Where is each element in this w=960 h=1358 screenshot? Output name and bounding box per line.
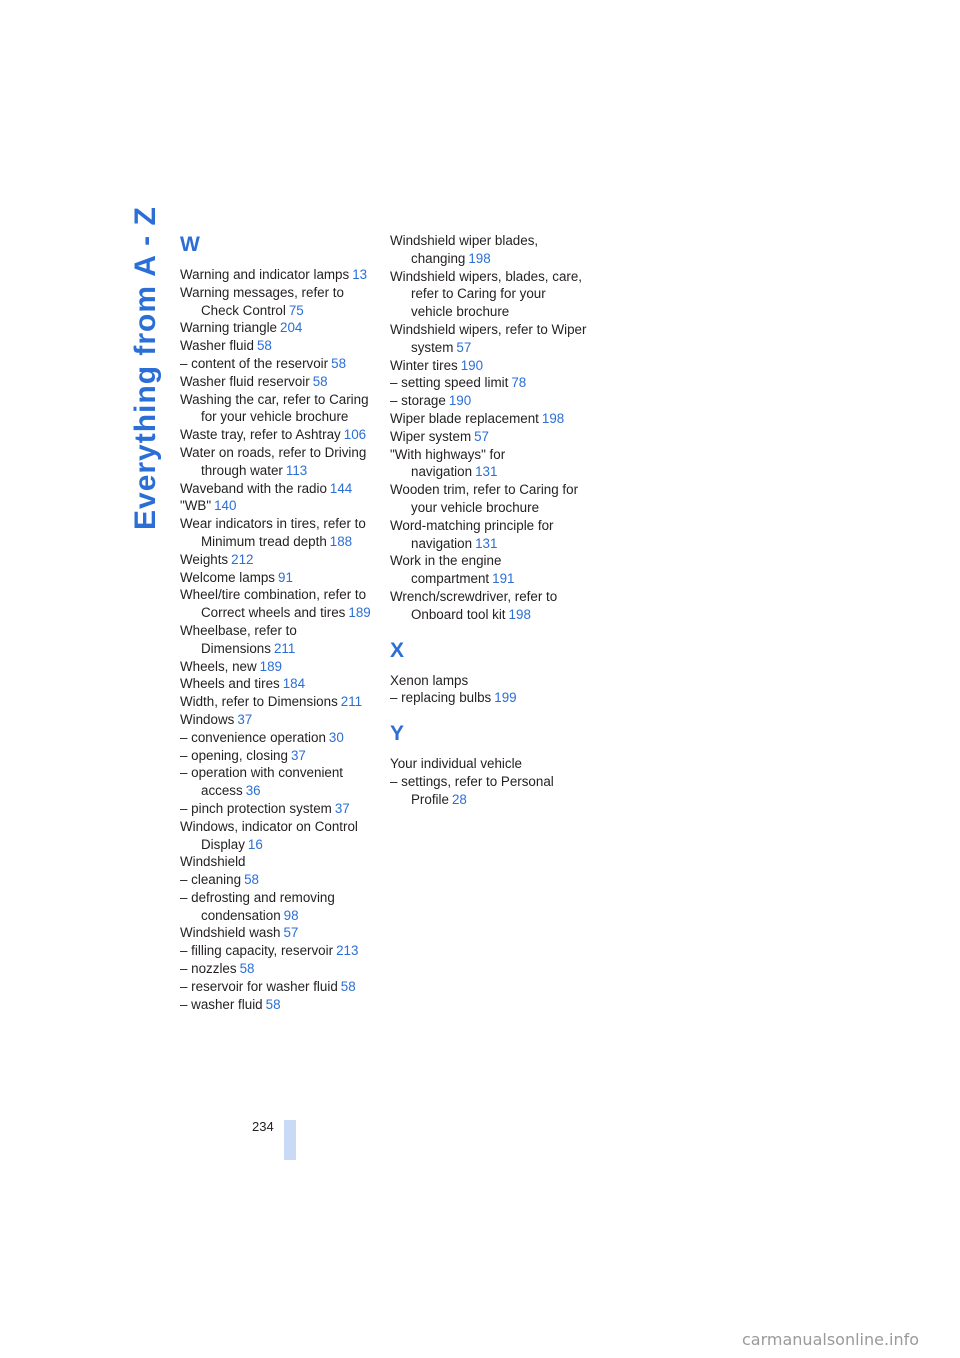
page-reference-link[interactable]: 144 (329, 480, 353, 496)
index-entry (390, 773, 590, 809)
index-entry (180, 373, 380, 391)
index-entry-text: Word-matching principle for navigation (390, 517, 554, 551)
index-entry-text: – settings, refer to Personal Profile (390, 773, 554, 807)
index-entry-text: Wiper blade replacement (390, 410, 539, 426)
index-entry-text: Xenon lamps (390, 672, 469, 688)
index-entry-text: Warning messages, refer to Check Control (180, 284, 344, 318)
index-entry (180, 747, 380, 765)
index-entry-text: – setting speed limit (390, 375, 509, 391)
page-reference-link[interactable]: 98 (283, 907, 299, 923)
index-entry-text: Your individual vehicle (390, 756, 523, 772)
page-reference-link[interactable]: 58 (340, 978, 356, 994)
index-column-right (390, 232, 590, 809)
index-entry (180, 515, 380, 551)
index-entry (180, 480, 380, 498)
index-entry-text: Windshield wipers, refer to Wiper system (390, 321, 587, 355)
index-entry-text: Windshield (180, 854, 246, 870)
page-reference-link[interactable]: 131 (475, 535, 498, 551)
index-entry (180, 996, 380, 1014)
index-entry (180, 551, 380, 569)
page-reference-link[interactable]: 184 (282, 676, 306, 692)
page-reference-link[interactable]: 57 (474, 428, 490, 444)
page-reference-link[interactable]: 198 (508, 606, 531, 622)
index-entry-text: Waste tray, refer to Ashtray (180, 427, 341, 443)
index-entry (180, 319, 380, 337)
index-entry-text: – defrosting and removing condensation (180, 889, 335, 923)
page-reference-link[interactable]: 198 (541, 410, 565, 426)
index-entry (180, 355, 380, 373)
index-entry (390, 321, 590, 357)
index-entry (390, 374, 590, 392)
index-entry (390, 446, 590, 482)
index-entry (180, 800, 380, 818)
index-entry (180, 284, 380, 320)
index-entry-text: – operation with convenient access (180, 765, 344, 799)
index-entry (180, 942, 380, 960)
index-entry-text: – nozzles (180, 961, 237, 977)
index-entry (390, 232, 590, 268)
index-entry-text: Waveband with the radio (180, 480, 327, 496)
page-marker-bar (284, 1120, 296, 1160)
page-reference-link[interactable]: 189 (259, 658, 282, 674)
page-reference-link[interactable]: 58 (331, 355, 347, 371)
index-entry-text: Warning triangle (180, 320, 278, 336)
section-letter: Y (390, 722, 405, 746)
page-reference-link[interactable]: 190 (448, 393, 472, 409)
index-entry-text: Width, refer to Dimensions (180, 694, 338, 710)
index-entry-text: Weights (180, 551, 229, 567)
page-reference-link[interactable]: 28 (451, 791, 467, 807)
index-entry-text: Wheel/tire combination, refer to Correct wheels and tires (180, 587, 367, 621)
section-letter: X (390, 638, 405, 662)
index-entry-text: Windows (180, 711, 235, 727)
index-entry (180, 978, 380, 996)
index-entry (390, 689, 590, 707)
index-entry-text: Windshield wash (180, 925, 281, 941)
index-entry (180, 960, 380, 978)
index-entry-text: Wheels, new (180, 658, 257, 674)
page-reference-link[interactable]: 106 (343, 427, 367, 443)
index-entry-text: – opening, closing (180, 747, 288, 763)
page-reference-link[interactable]: 213 (336, 943, 359, 959)
index-entry (390, 428, 590, 446)
page-reference-link[interactable]: 211 (340, 694, 363, 710)
watermark-text: carmanualsonline.info (742, 1330, 920, 1349)
page-reference-link[interactable]: 13 (352, 267, 368, 282)
page-reference-link[interactable]: 37 (237, 711, 253, 727)
index-entry (180, 764, 380, 800)
index-entry-text: Windshield wipers, blades, care, refer to Caring for your vehicle brochure (390, 268, 583, 320)
page-reference-link[interactable]: 211 (273, 640, 296, 656)
index-entry-text: Washer fluid (180, 338, 254, 354)
page-reference-link[interactable]: 57 (283, 925, 299, 941)
index-column-left (180, 232, 380, 1013)
index-entry-text: Wear indicators in tires, refer to Minimum tread depth (180, 516, 366, 549)
index-entry (180, 818, 380, 854)
index-entry (390, 755, 590, 773)
index-entry (390, 552, 590, 588)
index-entry (180, 711, 380, 729)
index-entry (390, 672, 590, 690)
index-entry-text: "With highways" for navigation (390, 446, 506, 480)
index-entry (180, 622, 380, 658)
index-entry-text: – filling capacity, reservoir (180, 943, 334, 959)
index-entry (180, 266, 380, 284)
index-entry-text: Wrench/screwdriver, refer to Onboard tool kit (390, 588, 558, 622)
index-entry (180, 337, 380, 355)
index-entry-text: Warning and indicator lamps (180, 267, 350, 282)
index-entry-text: Washing the car, refer to Caring for your vehicle brochure (180, 391, 369, 425)
index-entry-text: – content of the reservoir (180, 355, 329, 371)
page-reference-link[interactable]: 212 (231, 551, 254, 567)
page-reference-link[interactable]: 204 (280, 320, 303, 336)
page-reference-link[interactable]: 78 (511, 375, 527, 391)
page-reference-link[interactable]: 58 (239, 961, 255, 977)
index-entry (180, 569, 380, 587)
page-reference-link[interactable]: 140 (214, 498, 237, 514)
index-entry-text: – storage (390, 393, 446, 409)
index-entry-text: Washer fluid reservoir (180, 373, 310, 389)
index-entry-text: – convenience operation (180, 729, 326, 745)
side-section-title: Everything from A - Z (129, 206, 162, 530)
index-entry-text: – replacing bulbs (390, 690, 492, 706)
page-reference-link[interactable]: 113 (285, 462, 308, 478)
index-entry (390, 392, 590, 410)
page-reference-link[interactable]: 191 (492, 571, 515, 587)
page-reference-link[interactable]: 58 (265, 996, 281, 1012)
index-entry-text: "WB" (180, 498, 212, 514)
index-entry-text: Wheels and tires (180, 676, 280, 692)
page-reference-link[interactable]: 190 (460, 357, 484, 373)
index-entry (180, 693, 380, 711)
page-number: 234 (252, 1119, 274, 1134)
index-entry (180, 889, 380, 925)
index-entry-text: – washer fluid (180, 996, 263, 1012)
index-entry (180, 586, 380, 622)
page-reference-link[interactable]: 16 (247, 836, 263, 852)
index-entry (390, 481, 590, 517)
index-entry (180, 658, 380, 676)
page-reference-link[interactable]: 58 (256, 338, 272, 354)
index-entry-text: Windows, indicator on Control Display (180, 818, 358, 852)
index-entry (180, 924, 380, 942)
index-entry (180, 729, 380, 747)
section-letter: W (180, 233, 200, 256)
index-entry-text: Work in the engine compartment (390, 553, 502, 587)
index-entry-text: – cleaning (180, 872, 242, 888)
page-reference-link[interactable]: 37 (334, 800, 350, 816)
page-reference-link[interactable]: 188 (329, 533, 353, 549)
index-entry (180, 675, 380, 693)
index-entry-text: Wiper system (390, 428, 472, 444)
index-entry (180, 871, 380, 889)
page-reference-link[interactable]: 36 (245, 783, 261, 799)
index-entry (180, 444, 380, 480)
index-entry-text: Water on roads, refer to Driving through water (180, 444, 367, 478)
index-entry (390, 268, 590, 321)
page-reference-link[interactable]: 57 (456, 339, 472, 355)
page-reference-link[interactable]: 58 (244, 872, 259, 888)
index-entry (390, 517, 590, 553)
index-entry-text: – pinch protection system (180, 800, 332, 816)
index-entry-text: Wheelbase, refer to Dimensions (180, 622, 297, 656)
page-reference-link[interactable]: 131 (475, 464, 498, 480)
page-reference-link[interactable]: 189 (348, 605, 371, 621)
page-reference-link[interactable]: 199 (494, 690, 517, 706)
page-reference-link[interactable]: 30 (328, 729, 344, 745)
index-entry-text: Welcome lamps (180, 569, 276, 585)
index-entry (390, 357, 590, 375)
index-entry (390, 410, 590, 428)
index-entry-text: – reservoir for washer fluid (180, 978, 338, 994)
page-reference-link[interactable]: 37 (290, 747, 306, 763)
index-entry-text: Winter tires (390, 357, 458, 373)
page-reference-link[interactable]: 75 (288, 302, 304, 318)
index-entry (390, 588, 590, 624)
page-reference-link[interactable]: 58 (312, 373, 328, 389)
index-entry (180, 497, 380, 515)
index-entry (180, 853, 380, 871)
index-entry-text: Wooden trim, refer to Caring for your vehicle brochure (390, 482, 579, 515)
page-reference-link[interactable]: 198 (468, 250, 491, 266)
index-entry (180, 426, 380, 444)
index-entry (180, 391, 380, 427)
index-entry-text: Windshield wiper blades, changing (390, 233, 539, 266)
page-reference-link[interactable]: 91 (278, 569, 293, 585)
